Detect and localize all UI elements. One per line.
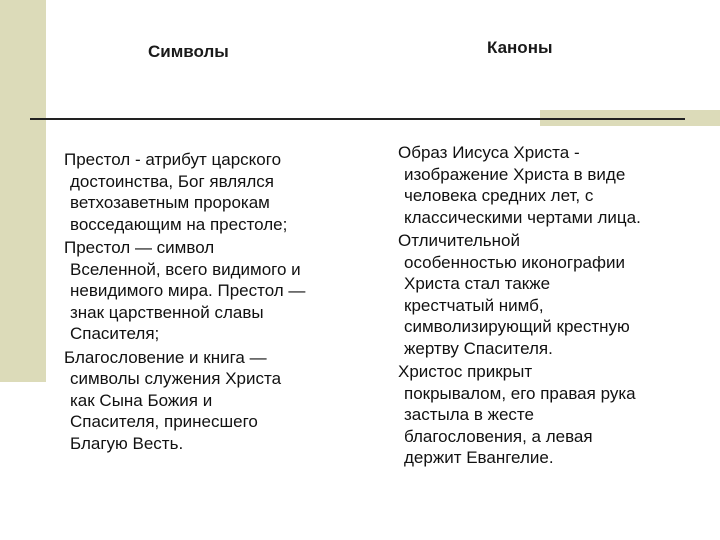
header-divider	[30, 118, 685, 120]
symbols-paragraph: Престол - атрибут царского достоинства, Бог являлся ветхозаветным пророкам восседающим на престоле;	[64, 150, 288, 234]
canons-paragraph: Отличительной особенностью иконографии Христа стал также крестчатый нимб, символизирующий крестную жертву Спасителя.	[398, 231, 630, 358]
left-accent-band	[0, 0, 46, 382]
symbols-paragraph: Престол — символ Вселенной, всего видимого и невидимого мира. Престол — знак царственной славы Спасителя;	[64, 238, 306, 343]
canons-column	[398, 142, 698, 471]
canons-paragraph: Образ Иисуса Христа - изображение Христа в виде человека средних лет, с классическими чертами лица.	[398, 143, 641, 227]
symbols-column	[64, 149, 364, 456]
canons-paragraph: Христос прикрыт покрывалом, его правая рука застыла в жесте благословения, а левая держит Евангелие.	[398, 362, 636, 467]
symbols-heading: Символы	[148, 42, 229, 61]
canons-heading: Каноны	[487, 38, 553, 57]
symbols-paragraph: Благословение и книга — символы служения Христа как Сына Божия и Спасителя, принесшего Благую Весть.	[64, 347, 282, 453]
